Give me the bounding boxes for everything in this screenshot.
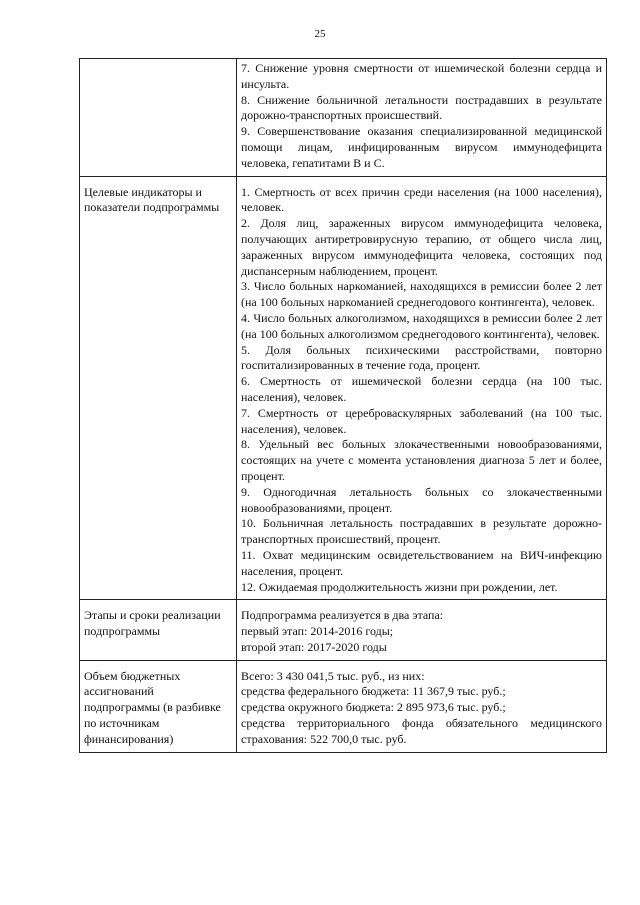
list-item: 7. Снижение уровня смертности от ишемической болезни сердца и инсульта. [241, 61, 602, 91]
page-number: 25 [314, 28, 326, 40]
list-item: 2. Доля лиц, зараженных вирусом иммунодефицита человека, получающих антиретровирусную терапию, от общего числа лиц, зараженных вирусом иммунодефицита человека, состоящих под диспансерным наблюдением, процент. [241, 216, 602, 278]
list-item: Всего: 3 430 041,5 тыс. руб., из них: [241, 668, 425, 683]
list-item: 6. Смертность от ишемической болезни сердца (на 100 тыс. населения), человек. [241, 374, 602, 404]
subprogram-passport-table [79, 58, 607, 753]
list-item: 3. Число больных наркоманией, находящихся в ремиссии более 2 лет (на 100 больных наркоманией среднегодового контингента), человек. [241, 279, 602, 310]
list-item: второй этап: 2017-2020 годы [241, 639, 387, 654]
row-content [237, 176, 607, 600]
list-item: Подпрограмма реализуется в два этапа: [241, 608, 444, 623]
list-item: 8. Удельный вес больных злокачественными новообразованиями, состоящих на учете с момента установления диагноза 5 лет и более, процент. [241, 437, 602, 483]
list-item: 8. Снижение больничной летальности пострадавших в результате дорожно-транспортных происшествий. [241, 92, 602, 123]
list-item: средства окружного бюджета: 2 895 973,6 тыс. руб.; [241, 700, 506, 715]
table-row [80, 600, 607, 660]
row-content [237, 600, 607, 660]
list-item: 7. Смертность от цереброваскулярных заболеваний (на 100 тыс. населения), человек. [241, 405, 602, 436]
list-item: 1. Смертность от всех причин среди населения (на 1000 населения), человек. [241, 184, 602, 215]
list-item: 9. Одногодичная летальность больных со злокачественными новообразованиями, процент. [241, 484, 602, 515]
list-item: первый этап: 2014-2016 годы; [241, 624, 394, 639]
row-content [237, 660, 607, 752]
list-item: 5. Доля больных психическими расстройствами, повторно госпитализированных в течение года, процент. [241, 342, 602, 373]
list-item: 11. Охват медицинским освидетельствованием на ВИЧ-инфекцию населения, процент. [241, 547, 602, 578]
row-label: Этапы и сроки реализации подпрограммы [80, 600, 237, 660]
list-item: средства федерального бюджета: 11 367,9 тыс. руб.; [241, 684, 506, 699]
row-label [80, 59, 237, 177]
list-item: 4. Число больных алкоголизмом, находящихся в ремиссии более 2 лет (на 100 больных алкоголизмом среднегодового контингента), человек. [241, 310, 602, 341]
row-content [237, 59, 607, 177]
list-item: средства территориального фонда обязательного медицинского страхования: 522 700,0 тыс. руб. [241, 716, 602, 746]
list-item: 9. Совершенствование оказания специализированной медицинской помощи лицам, инфицированным вирусом иммунодефицита человека, гепатитами B и C. [241, 124, 602, 170]
list-item: 10. Больничная летальность пострадавших в результате дорожно-транспортных происшествий, процент. [241, 516, 602, 547]
row-label: Целевые индикаторы и показатели подпрограммы [80, 176, 237, 600]
table-row [80, 176, 607, 600]
table-row [80, 660, 607, 752]
row-label: Объем бюджетных ассигнований подпрограммы (в разбивке по источникам финансирования) [80, 660, 237, 752]
list-item: 12. Ожидаемая продолжительность жизни при рождении, лет. [241, 579, 558, 594]
table-row [80, 59, 607, 177]
